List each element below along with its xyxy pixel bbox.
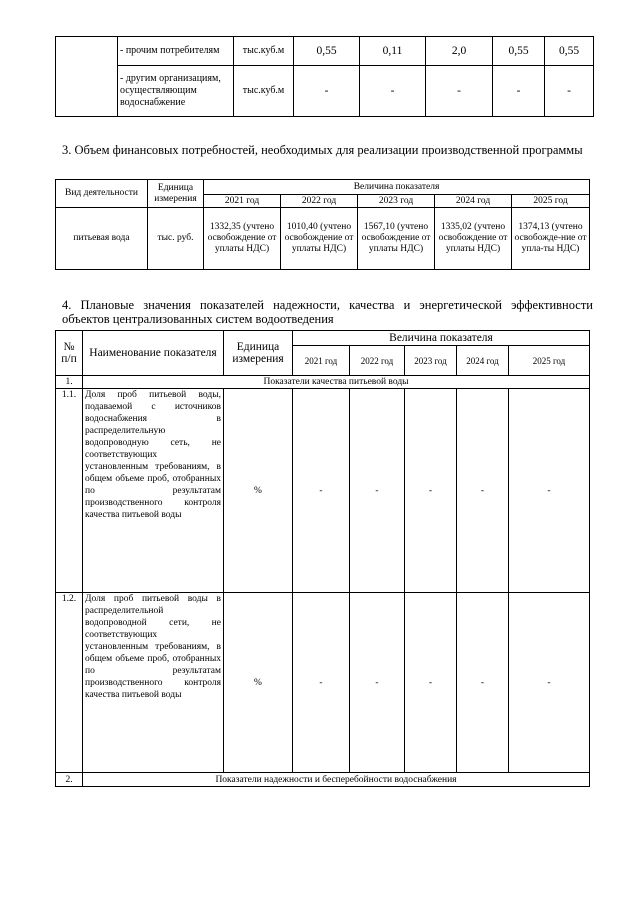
row-num: 1.1. — [56, 389, 83, 593]
row-value: 2,0 — [426, 37, 493, 66]
table-group-row — [56, 773, 590, 787]
row-value: 1010,40 (учтено освобождение от уплаты НДС) — [281, 208, 358, 270]
row-value: - — [426, 66, 493, 117]
row-value: - — [457, 593, 509, 773]
row-value: 1335,02 (учтено освобождение от уплаты НДС) — [435, 208, 512, 270]
row-name: Доля проб питьевой воды, подаваемой с источников водоснабжения в распределительную водопроводную сеть, не соответствующих установленным требованиям, в общем объеме проб, отобранных по результатам производственного контроля качества питьевой воды — [83, 389, 224, 593]
row-value: - — [293, 593, 350, 773]
row-value: 0,55 — [294, 37, 360, 66]
header-year: 2021 год — [204, 195, 281, 208]
row-value: - — [493, 66, 545, 117]
row-unit: тыс.куб.м — [234, 37, 294, 66]
group-num: 2. — [56, 773, 83, 787]
header-value: Величина показателя — [204, 180, 590, 195]
row-unit: тыс. руб. — [148, 208, 204, 270]
group-num: 1. — [56, 376, 83, 389]
row-value: - — [350, 389, 405, 593]
header-unit: Единица измерения — [224, 331, 293, 376]
header-year: 2022 год — [350, 346, 405, 376]
table-row — [56, 389, 590, 593]
header-num: № п/п — [56, 331, 83, 376]
row-unit: % — [224, 593, 293, 773]
header-year: 2025 год — [512, 195, 590, 208]
table-row — [56, 66, 594, 117]
table-header-row — [56, 180, 590, 195]
row-value: - — [545, 66, 594, 117]
header-activity: Вид деятельности — [56, 180, 148, 208]
table-financial-needs — [55, 179, 590, 270]
section-3-heading: 3. Объем финансовых потребностей, необходимых для реализации производственной программы — [62, 143, 583, 157]
table-row — [56, 37, 594, 66]
group-title: Показатели качества питьевой воды — [83, 376, 590, 389]
header-year: 2024 год — [435, 195, 512, 208]
row-value: 1332,35 (учтено освобождение от уплаты НДС) — [204, 208, 281, 270]
table-quality-indicators — [55, 330, 590, 787]
row-value: 1567,10 (учтено освобождение от уплаты НДС) — [358, 208, 435, 270]
row-value: 0,55 — [545, 37, 594, 66]
table-group-row — [56, 376, 590, 389]
section-4-heading: 4. Плановые значения показателей надежности, качества и энергетической эффективности объектов централизованных систем водоотведения — [62, 298, 593, 326]
row-unit: тыс.куб.м — [234, 66, 294, 117]
row-name: Доля проб питьевой воды в распределительной водопроводной сети, не соответствующих установленным требованиям, в общем объеме проб, отобранных по результатам производственного контроля качества питьевой воды — [83, 593, 224, 773]
row-value: - — [293, 389, 350, 593]
header-name: Наименование показателя — [83, 331, 224, 376]
row-value: 0,55 — [493, 37, 545, 66]
table-row — [56, 593, 590, 773]
row-value: - — [360, 66, 426, 117]
row-value: - — [509, 593, 590, 773]
header-value: Величина показателя — [293, 331, 590, 346]
header-year: 2021 год — [293, 346, 350, 376]
table-header-row — [56, 331, 590, 346]
row-value: 0,11 — [360, 37, 426, 66]
row-name: - прочим потребителям — [118, 37, 234, 66]
row-activity: питьевая вода — [56, 208, 148, 270]
table-consumption-continued — [55, 36, 594, 117]
header-unit: Единица измерения — [148, 180, 204, 208]
row-num: 1.2. — [56, 593, 83, 773]
header-year: 2023 год — [405, 346, 457, 376]
header-year: 2022 год — [281, 195, 358, 208]
header-year: 2024 год — [457, 346, 509, 376]
group-title: Показатели надежности и бесперебойности водоснабжения — [83, 773, 590, 787]
header-year: 2023 год — [358, 195, 435, 208]
row-value: - — [350, 593, 405, 773]
row-value: - — [294, 66, 360, 117]
row-name: - другим организациям, осуществляющим водоснабжение — [118, 66, 234, 117]
row-value: - — [405, 389, 457, 593]
row-value: 1374,13 (учтено освобожде-ние от упла-ты НДС) — [512, 208, 590, 270]
row-unit: % — [224, 389, 293, 593]
row-value: - — [457, 389, 509, 593]
row-value: - — [509, 389, 590, 593]
table-cell-empty — [56, 37, 118, 117]
header-year: 2025 год — [509, 346, 590, 376]
row-value: - — [405, 593, 457, 773]
table-row — [56, 208, 590, 270]
